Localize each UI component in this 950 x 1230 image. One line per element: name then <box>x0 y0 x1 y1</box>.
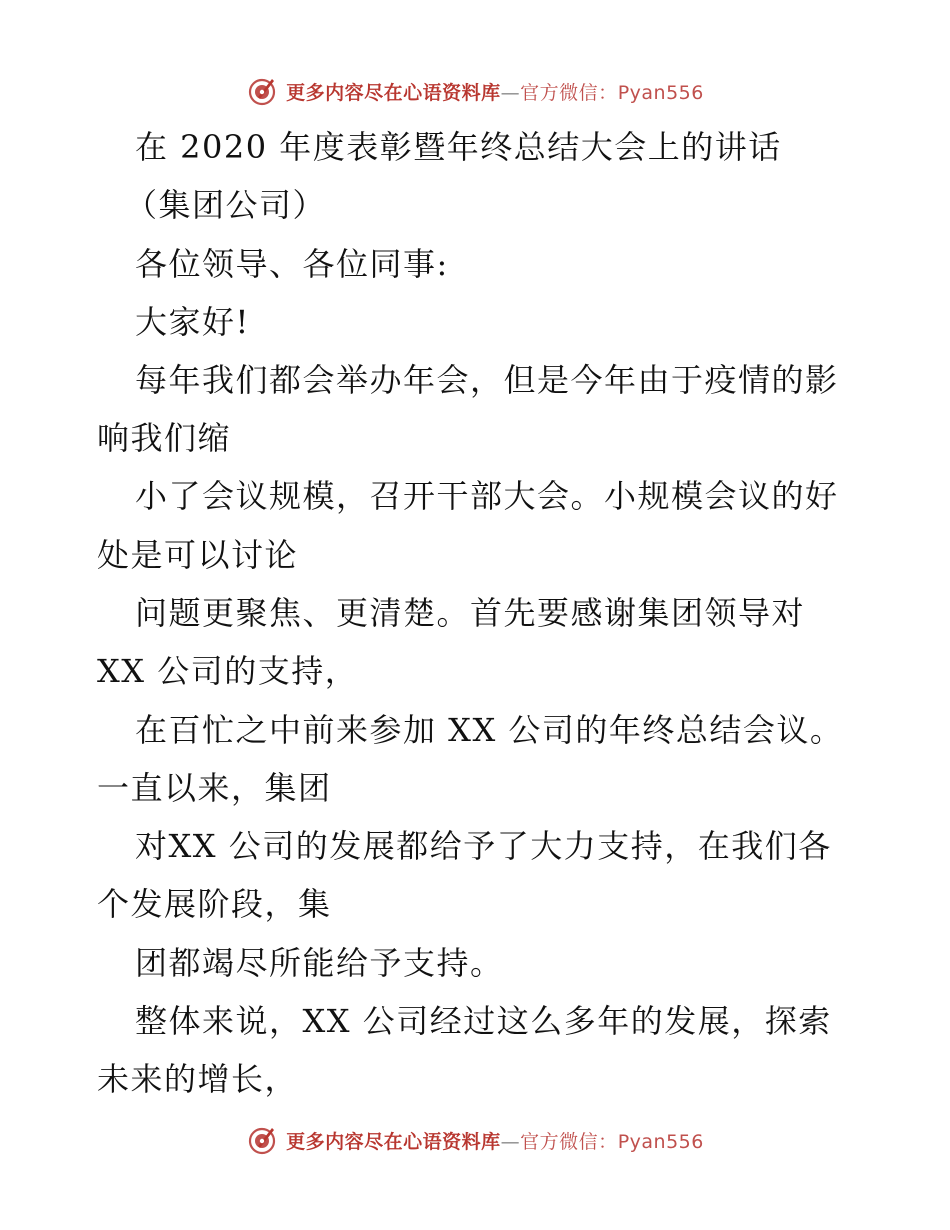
paragraph-line: 整体来说，XX 公司经过这么多年的发展，探索 <box>135 1002 832 1040</box>
paragraph-line: 问题更聚焦、更清楚。首先要感谢集团领导对 <box>135 594 806 632</box>
watermark-wechat-label: 官方微信： <box>520 1130 618 1153</box>
paragraph-line: 对XX 公司的发展都给予了大力支持，在我们各 <box>135 827 832 865</box>
greeting: 大家好! <box>135 303 250 341</box>
watermark-dash: — <box>500 1130 521 1153</box>
paragraph-line: 团都竭尽所能给予支持。 <box>135 944 504 982</box>
paragraph-line: 响我们缩 <box>97 419 232 457</box>
document-subtitle: （集团公司） <box>125 186 327 224</box>
watermark-wechat-id: Pyan556 <box>617 1130 704 1153</box>
paragraph-line: 未来的增长， <box>97 1060 299 1098</box>
watermark-lead: 更多内容尽在心语资料库 <box>286 81 501 104</box>
paragraph-line: 每年我们都会举办年会，但是今年由于疫情的影 <box>135 361 839 399</box>
watermark-wechat-id: Pyan556 <box>617 81 704 104</box>
quill-logo-icon <box>246 1124 278 1156</box>
salutation: 各位领导、各位同事: <box>135 245 449 283</box>
paragraph-line: 小了会议规模，召开干部大会。小规模会议的好 <box>135 477 839 515</box>
paragraph-line: 一直以来，集团 <box>97 769 332 807</box>
watermark-wechat-label: 官方微信： <box>520 81 618 104</box>
footer-watermark <box>0 1120 950 1160</box>
watermark-dash: — <box>500 81 521 104</box>
paragraph-line: XX 公司的支持， <box>97 652 359 690</box>
paragraph-line: 在百忙之中前来参加 XX 公司的年终总结会议。 <box>135 711 844 749</box>
paragraph-line: 处是可以讨论 <box>97 536 299 574</box>
watermark-lead: 更多内容尽在心语资料库 <box>286 1130 501 1153</box>
watermark-text <box>286 1127 704 1154</box>
paragraph-line: 个发展阶段，集 <box>97 885 332 923</box>
document-title: 在 2020 年度表彰暨年终总结大会上的讲话 <box>135 128 782 166</box>
